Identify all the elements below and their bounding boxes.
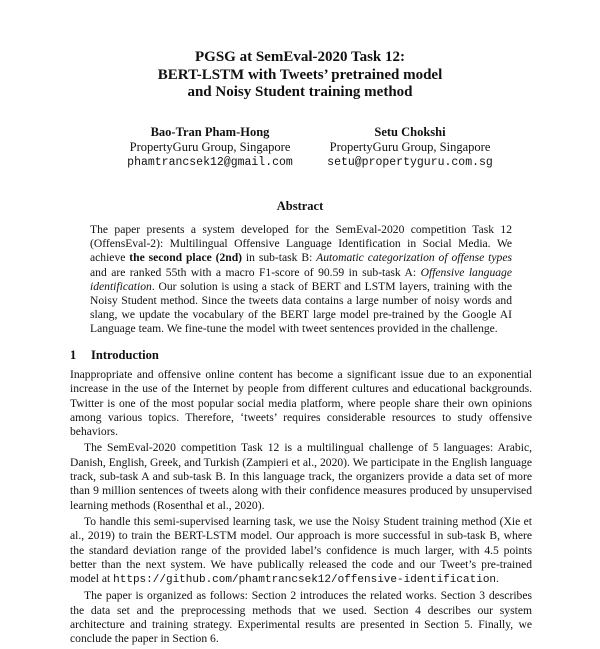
- abstract-part: and are ranked 55th with a macro F1-score of 90.59 in sub-task A:: [90, 265, 421, 279]
- abstract-text: [90, 223, 512, 337]
- author-1: [100, 125, 320, 170]
- title-line-1: PGSG at SemEval-2020 Task 12:: [194, 49, 406, 65]
- paper-title: [0, 49, 600, 102]
- intro-paragraph-3-text: To handle this semi-supervised learning task, we use the Noisy Student training method (Xie et al., 2019) to train the BERT-LSTM model. Our approach is more successful in sub-task B, where the standard deviation range of the provided label’s confidence is much larger, with 4.5 points better than the next system. We have publically released the code and our Tweet’s pre-trained model at: [70, 514, 532, 586]
- author-name: Bao-Tran Pham-Hong: [150, 125, 270, 139]
- author-name: Setu Chokshi: [374, 125, 446, 139]
- intro-paragraph-3-end: .: [496, 572, 499, 586]
- introduction-text: [70, 368, 532, 649]
- author-email: phamtrancsek12@gmail.com: [127, 156, 293, 169]
- abstract-part: The paper presents a system developed for the SemEval-2020 competition Task 12 (OffensEval-2): Multilingual Offensive Language Identification in Social Media. We achieve: [90, 223, 512, 265]
- abstract-highlight: the second place (2nd): [129, 251, 243, 265]
- section-heading-introduction: [70, 348, 159, 363]
- intro-paragraph-3: [70, 515, 532, 587]
- intro-paragraph-2: The SemEval-2020 competition Task 12 is a multilingual challenge of 5 languages: Arabic, Danish, English, Greek, and Turkish (Zampieri et al., 2020). We participate in the English language track, sub-task A and sub-task B. In this language track, the organizers provide a data set of more than 9 million sentences of tweets along with their confidence measures produced by unsupervised learning methods (Rosenthal et al., 2020).: [70, 441, 532, 512]
- abstract-heading: Abstract: [276, 199, 324, 213]
- section-title: Introduction: [91, 348, 159, 362]
- code-repository-link[interactable]: https://github.com/phamtrancsek12/offensive-identification: [113, 574, 497, 587]
- abstract-part: . Our solution is using a stack of BERT and LSTM layers, training with the Noisy Student method. Since the tweets data contains a large number of noisy words and slang, we update the vocabulary of the BERT large model pre-trained by the Google AI Language team. We fine-tune the model with tweet sentences provided in the challenge.: [90, 279, 512, 336]
- author-affiliation: PropertyGuru Group, Singapore: [129, 140, 291, 154]
- abstract-part: in sub-task B:: [242, 251, 317, 265]
- author-email: setu@propertyguru.com.sg: [327, 156, 493, 169]
- section-number: 1: [70, 348, 77, 362]
- abstract-emphasis: Automatic categorization of offense types: [316, 251, 512, 265]
- intro-paragraph-4: The paper is organized as follows: Section 2 introduces the related works. Section 3 describes the data set and the preprocessing methods that we used. Section 4 describes our system architecture and training strategy. Experimental results are presented in Section 5. Finally, we conclude the paper in Section 6.: [70, 589, 532, 646]
- title-line-2: BERT-LSTM with Tweets’ pretrained model: [157, 66, 443, 83]
- title-line-3: and Noisy Student training method: [187, 84, 413, 100]
- author-2: [290, 125, 530, 170]
- author-affiliation: PropertyGuru Group, Singapore: [329, 140, 491, 154]
- abstract-emphasis: Offensive language identification: [90, 265, 512, 293]
- intro-paragraph-1: Inappropriate and offensive online content has become a significant issue due to an exponential increase in the use of the Internet by people from different cultures and educational backgrounds. Twitter is one of the most popular social media platform, where people share their own opinions among various topics. Therefore, ‘tweets’ requires considerable resources to study offensive behaviors.: [70, 368, 532, 439]
- author-block: [0, 125, 600, 175]
